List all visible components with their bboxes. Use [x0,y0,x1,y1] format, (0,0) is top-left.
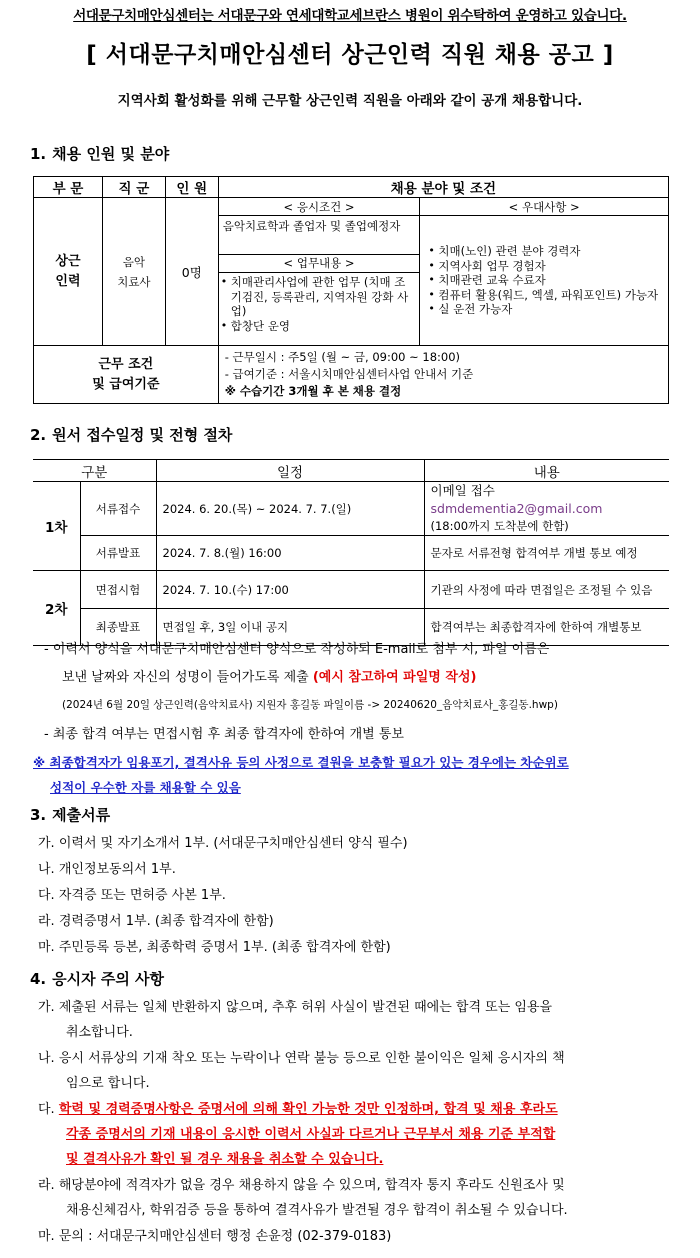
top-notice: 서대문구치매안심센터는 서대문구와 연세대학교세브란스 병원이 위수탁하여 운영하고 있습니다. [73,8,627,24]
cond-label-1: 근무 조건 [98,356,154,372]
pref-list [426,244,664,317]
section1-number: 1. [30,145,47,163]
section2-title: 원서 접수일정 및 전형 절차 [52,426,233,444]
job-cell [102,198,165,346]
caution-da-text: 학력 및 경력증명사항은 증명서에 의해 확인 가능한 것만 인정하며, 합격 및 채용 후라도 [58,1102,558,1117]
section2-number: 2. [30,426,47,444]
caution-item-ra-1: 라. 해당분야에 적격자가 없을 경우 채용하지 않을 수 있으며, 합격자 통지 후라도 신원조사 및 [38,1178,565,1193]
dept-cell [34,198,103,346]
note3-line2: 성적이 우수한 자를 채용할 수 있음 [50,780,241,795]
page-title: [ 서대문구치매안심센터 상근인력 직원 채용 공고 ] [86,42,614,68]
doc-item: 가. 이력서 및 자기소개서 1부. (서대문구치매안심센터 양식 필수) [38,836,408,851]
duty-title: < 업무내용 > [219,255,420,273]
section1-heading [30,143,169,164]
pref-item: • 실 운전 가능자 [438,302,664,317]
pref-item: • 치매(노인) 관련 분야 경력자 [438,244,664,259]
stage-2: 2차 [33,571,80,646]
header-field: 채용 분야 및 조건 [218,177,668,198]
caution-da-prefix: 다. [38,1102,55,1117]
note1-text: 보낸 날짜와 자신의 성명이 들어가도록 제출 [62,670,313,685]
caution-item-da-2: 각종 증명서의 기재 내용이 응시한 이력서 사실과 다르거나 근무부서 채용 기준 부적합 [66,1127,556,1142]
doc-item: 나. 개인정보동의서 1부. [38,862,176,877]
pref-title: < 우대사항 > [420,198,669,216]
header-stage: 구분 [33,460,156,482]
email-link[interactable]: sdmdementia2@gmail.com [430,501,603,516]
duty-item: • 치매관리사업에 관한 업무 (치매 조기검진, 등록관리, 지역자원 강화 사업) [231,275,416,319]
note1-line2 [62,666,476,685]
step-desc [424,482,669,536]
step-name: 서류접수 [80,482,156,536]
cond-line2: - 급여기준 : 서울시치매안심센터사업 안내서 기준 [224,367,474,381]
qual-title: < 응시조건 > [218,198,420,216]
step-name: 서류발표 [80,536,156,571]
section3-heading [30,804,110,825]
note2: - 최종 합격 여부는 면접시험 후 최종 합격자에 한하여 개별 통보 [44,727,404,742]
note1-red: (예시 참고하여 파일명 작성) [312,670,477,685]
pref-item: • 컴퓨터 활용(워드, 엑셀, 파워포인트) 가능자 [438,288,664,303]
qual-text: 음악치료학과 졸업자 및 졸업예정자 [218,216,420,255]
caution-item-ga-2: 취소합니다. [66,1025,133,1040]
caution-item-ma: 마. 문의 : 서대문구치매안심센터 행정 손윤정 (02-379-0183) [38,1229,392,1244]
step-desc: 합격여부는 최종합격자에 한하여 개별통보 [424,609,669,646]
header-content: 내용 [424,460,669,482]
step-desc-text: 이메일 접수 [430,483,495,498]
step-name: 면접시험 [80,571,156,609]
cond-label-cell [34,346,219,404]
caution-item-ra-2: 채용신체검사, 학위검증 등을 통하여 결격사유가 발견될 경우 합격이 취소될 수 있습니다. [66,1203,568,1218]
section1-title: 채용 인원 및 분야 [52,145,170,163]
schedule-table [33,459,669,646]
note1-example: (2024년 6월 20일 상근인력(음악치료사) 지원자 홍길동 파일이름 -> 20240620_음악치료사_홍길동.hwp) [62,699,558,711]
step-desc: 문자로 서류전형 합격여부 개별 통보 예정 [424,536,669,571]
cond-line1: - 근무일시 : 주5일 (월 ~ 금, 09:00 ~ 18:00) [224,350,461,364]
step-date: 2024. 7. 10.(수) 17:00 [156,571,424,609]
count-cell: 0명 [165,198,218,346]
step-name: 최종발표 [80,609,156,646]
caution-item-ga-1: 가. 제출된 서류는 일체 반환하지 않으며, 추후 허위 사실이 발견된 때에는 합격 또는 임용을 [38,1000,553,1015]
caution-item-da-3: 및 결격사유가 확인 될 경우 채용을 취소할 수 있습니다. [66,1152,384,1167]
duty-item: • 합창단 운영 [231,319,416,334]
pref-item: • 치매관련 교육 수료자 [438,273,664,288]
doc-item: 라. 경력증명서 1부. (최종 합격자에 한함) [38,914,274,929]
step-date: 면접일 후, 3일 이내 공지 [156,609,424,646]
note1-line1: - 이력서 양식을 서대문구치매안심센터 양식으로 작성하되 E-mail로 첨부 시, 파일 이름은 [44,642,550,657]
doc-item: 마. 주민등록 등본, 최종학력 증명서 1부. (최종 합격자에 한함) [38,940,391,955]
section4-title: 응시자 주의 사항 [52,970,165,988]
cond-cell [218,346,668,404]
pref-item: • 지역사회 업무 경험자 [438,259,664,274]
stage-1: 1차 [33,482,80,571]
caution-item-na-2: 임으로 합니다. [66,1076,150,1091]
section4-number: 4. [30,970,47,988]
recruitment-table [33,176,669,404]
step-desc-note: (18:00까지 도착분에 한함) [430,519,569,533]
header-date: 일정 [156,460,424,482]
header-job: 직 군 [102,177,165,198]
header-dept: 부 문 [34,177,103,198]
section3-title: 제출서류 [52,806,111,824]
section3-number: 3. [30,806,47,824]
note3-line1: ※ 최종합격자가 임용포기, 결격사유 등의 사정으로 결원을 보충할 필요가 있는 경우에는 차순위로 [33,755,569,770]
cond-label-2: 및 급여기준 [92,376,160,392]
duty-list [219,273,420,333]
pref-cell [420,216,669,346]
header-count: 인 원 [165,177,218,198]
dept-label: 상근 인력 [55,253,81,289]
job-line2: 치료사 [117,274,151,289]
step-desc: 기관의 사정에 따라 면접일은 조정될 수 있음 [424,571,669,609]
doc-item: 다. 자격증 또는 면허증 사본 1부. [38,888,226,903]
duty-cell [218,255,420,346]
step-date: 2024. 6. 20.(목) ~ 2024. 7. 7.(일) [156,482,424,536]
section4-heading [30,968,164,989]
cond-line3: ※ 수습기간 3개월 후 본 채용 결정 [224,384,402,398]
caution-item-na-1: 나. 응시 서류상의 기재 착오 또는 누락이나 연락 불능 등으로 인한 불이익은 일체 응시자의 책 [38,1051,565,1066]
caution-item-da-1 [38,1098,558,1117]
step-date: 2024. 7. 8.(월) 16:00 [156,536,424,571]
job-line1: 음악 [122,254,145,269]
section2-heading [30,424,232,445]
page-subtitle: 지역사회 활성화를 위해 근무할 상근인력 직원을 아래와 같이 공개 채용합니다. [117,93,583,109]
